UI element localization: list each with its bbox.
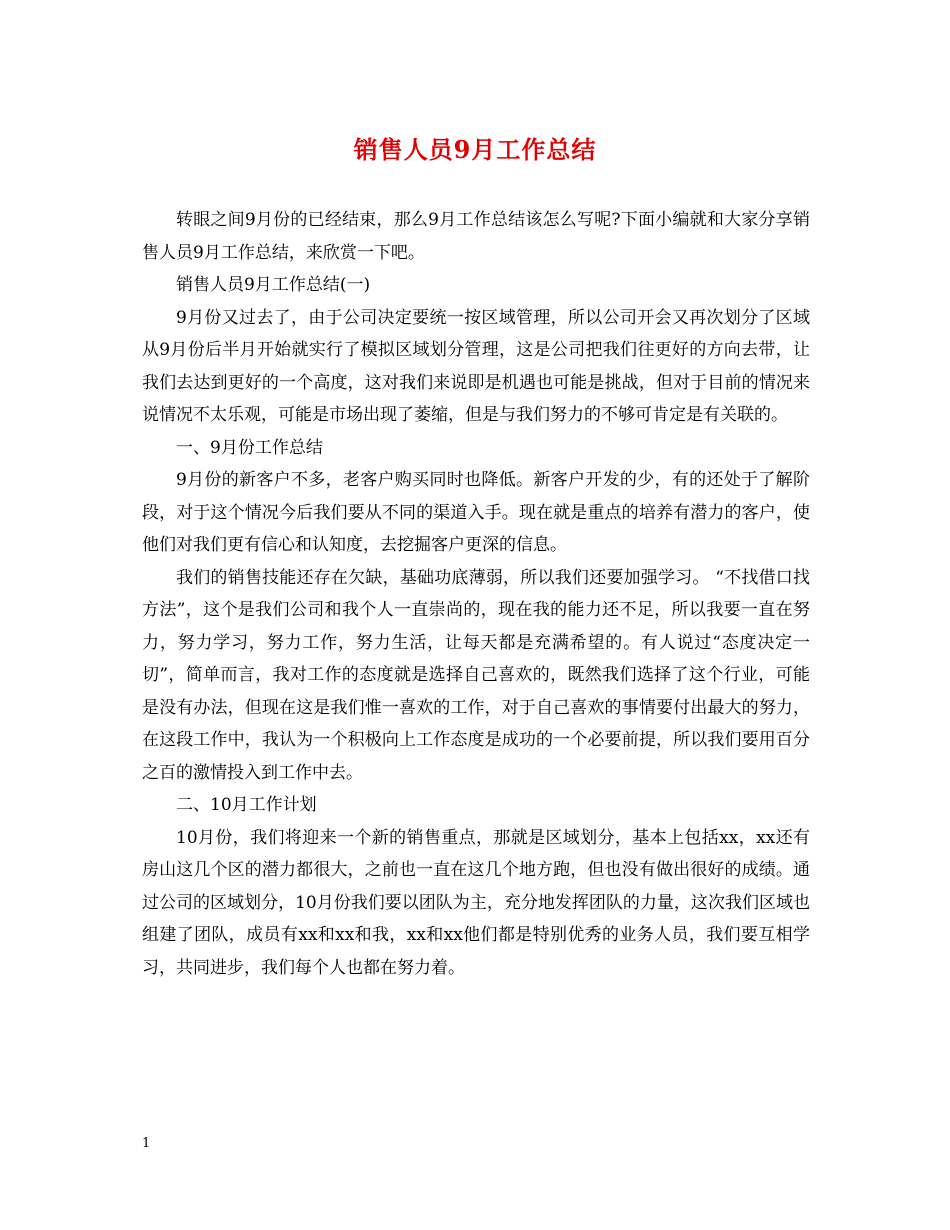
document-body [142,204,810,984]
paragraph-overview: 9月份又过去了，由于公司决定要统一按区域管理，所以公司开会又再次划分了区域从9月份后半月开始就实行了模拟区域划分管理，这是公司把我们往更好的方向去带，让我们去达到更好的一个高度，这对我们来说即是机遇也可能是挑战，但对于目前的情况来说情况不太乐观，可能是市场出现了萎缩，但是与我们努力的不够可肯定是有关联的。 [142,307,810,425]
section-heading-september-summary: 一、9月份工作总结 [176,437,323,458]
page-number: 1 [142,1136,151,1151]
paragraph-intro: 转眼之间9月份的已经结束，那么9月工作总结该怎么写呢?下面小编就和大家分享销售人员9月工作总结，来欣赏一下吧。 [142,210,810,263]
paragraph-customers: 9月份的新客户不多，老客户购买同时也降低。新客户开发的少，有的还处于了解阶段，对于这个情况今后我们要从不同的渠道入手。现在就是重点的培养有潜力的客户，使他们对我们更有信心和认知度，去挖掘客户更深的信息。 [142,470,810,555]
section-heading-october-plan: 二、10月工作计划 [176,795,317,815]
paragraph-october-plan: 10月份，我们将迎来一个新的销售重点，那就是区域划分，基本上包括xx，xx还有房山这几个区的潜力都很大，之前也一直在这几个地方跑，但也没有做出很好的成绩。通过公司的区域划分，10月份我们要以团队为主，充分地发挥团队的力量，这次我们区域也组建了团队，成员有xx和xx和我，xx和xx他们都是特别优秀的业务人员，我们要互相学习，共同进步，我们每个人也都在努力着。 [142,827,810,978]
document-title: 销售人员9月工作总结 [353,135,597,164]
section-heading-part-one: 销售人员9月工作总结(一) [176,275,371,295]
paragraph-skills-attitude: 我们的销售技能还存在欠缺，基础功底薄弱，所以我们还要加强学习。 “不找借口找方法”，这个是我们公司和我个人一直崇尚的，现在我的能力还不足，所以我要一直在努力，努力学习，努力工作，努力生活，让每天都是充满希望的。有人说过“态度决定一切”，简单而言，我对工作的态度就是选择自己喜欢的，既然我们选择了这个行业，可能是没有办法，但现在这是我们惟一喜欢的工作，对于自己喜欢的事情要付出最大的努力，在这段工作中，我认为一个积极向上工作态度是成功的一个必要前提，所以我们要用百分之百的激情投入到工作中去。 [142,567,810,783]
